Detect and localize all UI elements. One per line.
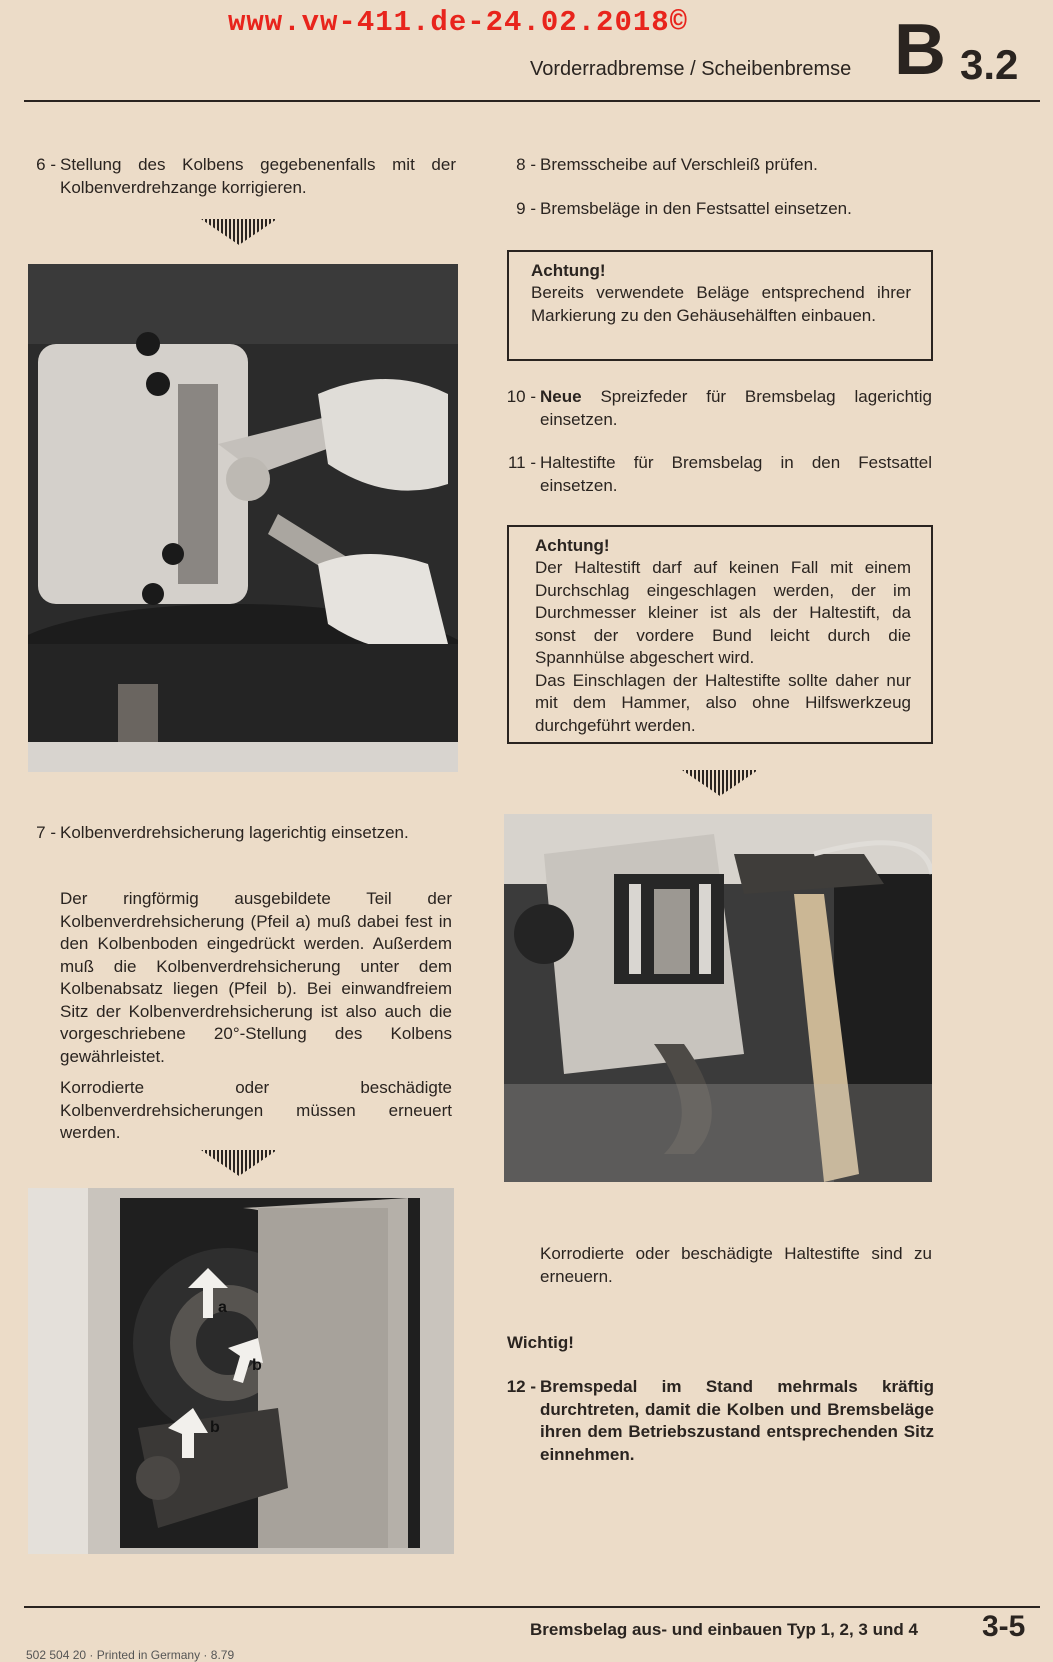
warning-box-1	[507, 250, 933, 361]
step-6-number: 6 -	[36, 155, 56, 174]
print-note: 502 504 20 · Printed in Germany · 8.79	[26, 1648, 235, 1662]
photo-label-b-1: b	[252, 1357, 262, 1374]
photo-hammer-pins	[504, 814, 932, 1182]
warning-2-body-2: Das Einschlagen der Haltestifte sollte daher nur mit dem Hammer, also ohne Hilfswerkzeug durchgeführt werden.	[535, 670, 911, 735]
down-arrow-2	[201, 1150, 277, 1176]
watermark: www.vw-411.de-24.02.2018©	[228, 6, 689, 39]
section-number: 3.2	[960, 41, 1019, 88]
step-12-text: Bremspedal im Stand mehrmals kräftig durchtreten, damit die Kolben und Bremsbeläge ihren dem Betriebszustand entsprechenden Sitz einnehmen.	[540, 1377, 934, 1464]
step-10-rest: Spreizfeder für Bremsbelag lagerichtig einsetzen.	[540, 387, 932, 429]
down-arrow-3	[682, 770, 758, 796]
warning-1-body: Bereits verwendete Beläge entsprechend ihrer Markierung zu den Gehäusehälften einbauen.	[531, 283, 911, 325]
footer-rule	[24, 1606, 1040, 1608]
photo-piston-pliers	[28, 264, 458, 772]
step-11-number: 11 -	[507, 453, 536, 472]
photo-label-a: a	[218, 1299, 227, 1316]
step-10-number: 10 -	[506, 387, 536, 406]
step-7-text: Kolbenverdrehsicherung lagerichtig einsetzen.	[60, 823, 409, 842]
photo-label-b-2: b	[210, 1419, 220, 1436]
step-9-text: Bremsbeläge in den Festsattel einsetzen.	[540, 199, 852, 218]
step-7-paragraph-1: Der ringförmig ausgebildete Teil der Kolbenverdrehsicherung (Pfeil a) muß dabei fest in den Kolbenboden eingedrückt werden. Außerdem muß die Kolbenverdrehsicherung unter dem Kolbenabsatz liegen (Pfeil b). Bei einwandfreiem Sitz der Kolbenverdrehsicherung ist also auch die vorgeschriebene 20°-Stellung des Kolbens gewährleistet.	[60, 889, 452, 1066]
step-7-paragraph-2: Korrodierte oder beschädigte Kolbenverdrehsicherungen müssen erneuert werden.	[60, 1078, 452, 1142]
important-heading: Wichtig!	[507, 1333, 574, 1352]
step-10-text	[540, 386, 932, 431]
photo-anti-twist-insert	[28, 1188, 454, 1554]
section-letter: B	[894, 10, 946, 90]
step-9-number: 9 -	[516, 199, 536, 218]
corroded-pins-note: Korrodierte oder beschädigte Haltestifte sind zu erneuern.	[540, 1244, 932, 1286]
warning-box-2	[507, 525, 933, 744]
step-7-number: 7 -	[36, 823, 56, 842]
footer-title: Bremsbelag aus- und einbauen Typ 1, 2, 3 und 4	[530, 1620, 918, 1639]
step-12-number: 12 -	[506, 1377, 536, 1396]
step-10-bold: Neue	[540, 387, 582, 406]
warning-2-heading: Achtung!	[535, 536, 610, 555]
warning-2-body-1: Der Haltestift darf auf keinen Fall mit einem Durchschlag eingeschlagen werden, der im Durchmesser kleiner ist als der Haltestift, da sonst der vordere Bund leicht durch die Spannhülse abgeschert wird.	[535, 558, 911, 667]
down-arrow-1	[201, 219, 277, 245]
step-8-number: 8 -	[516, 155, 536, 174]
step-11-text: Haltestifte für Bremsbelag in den Festsattel einsetzen.	[540, 453, 932, 495]
step-6-text: Stellung des Kolbens gegebenenfalls mit der Kolbenverdrehzange korrigieren.	[60, 155, 456, 197]
warning-1-heading: Achtung!	[531, 261, 606, 280]
page-number: 3-5	[982, 1610, 1026, 1643]
step-8-text: Bremsscheibe auf Verschleiß prüfen.	[540, 155, 818, 174]
section-title: Vorderradbremse / Scheibenbremse	[530, 58, 852, 80]
header-rule	[24, 100, 1040, 102]
